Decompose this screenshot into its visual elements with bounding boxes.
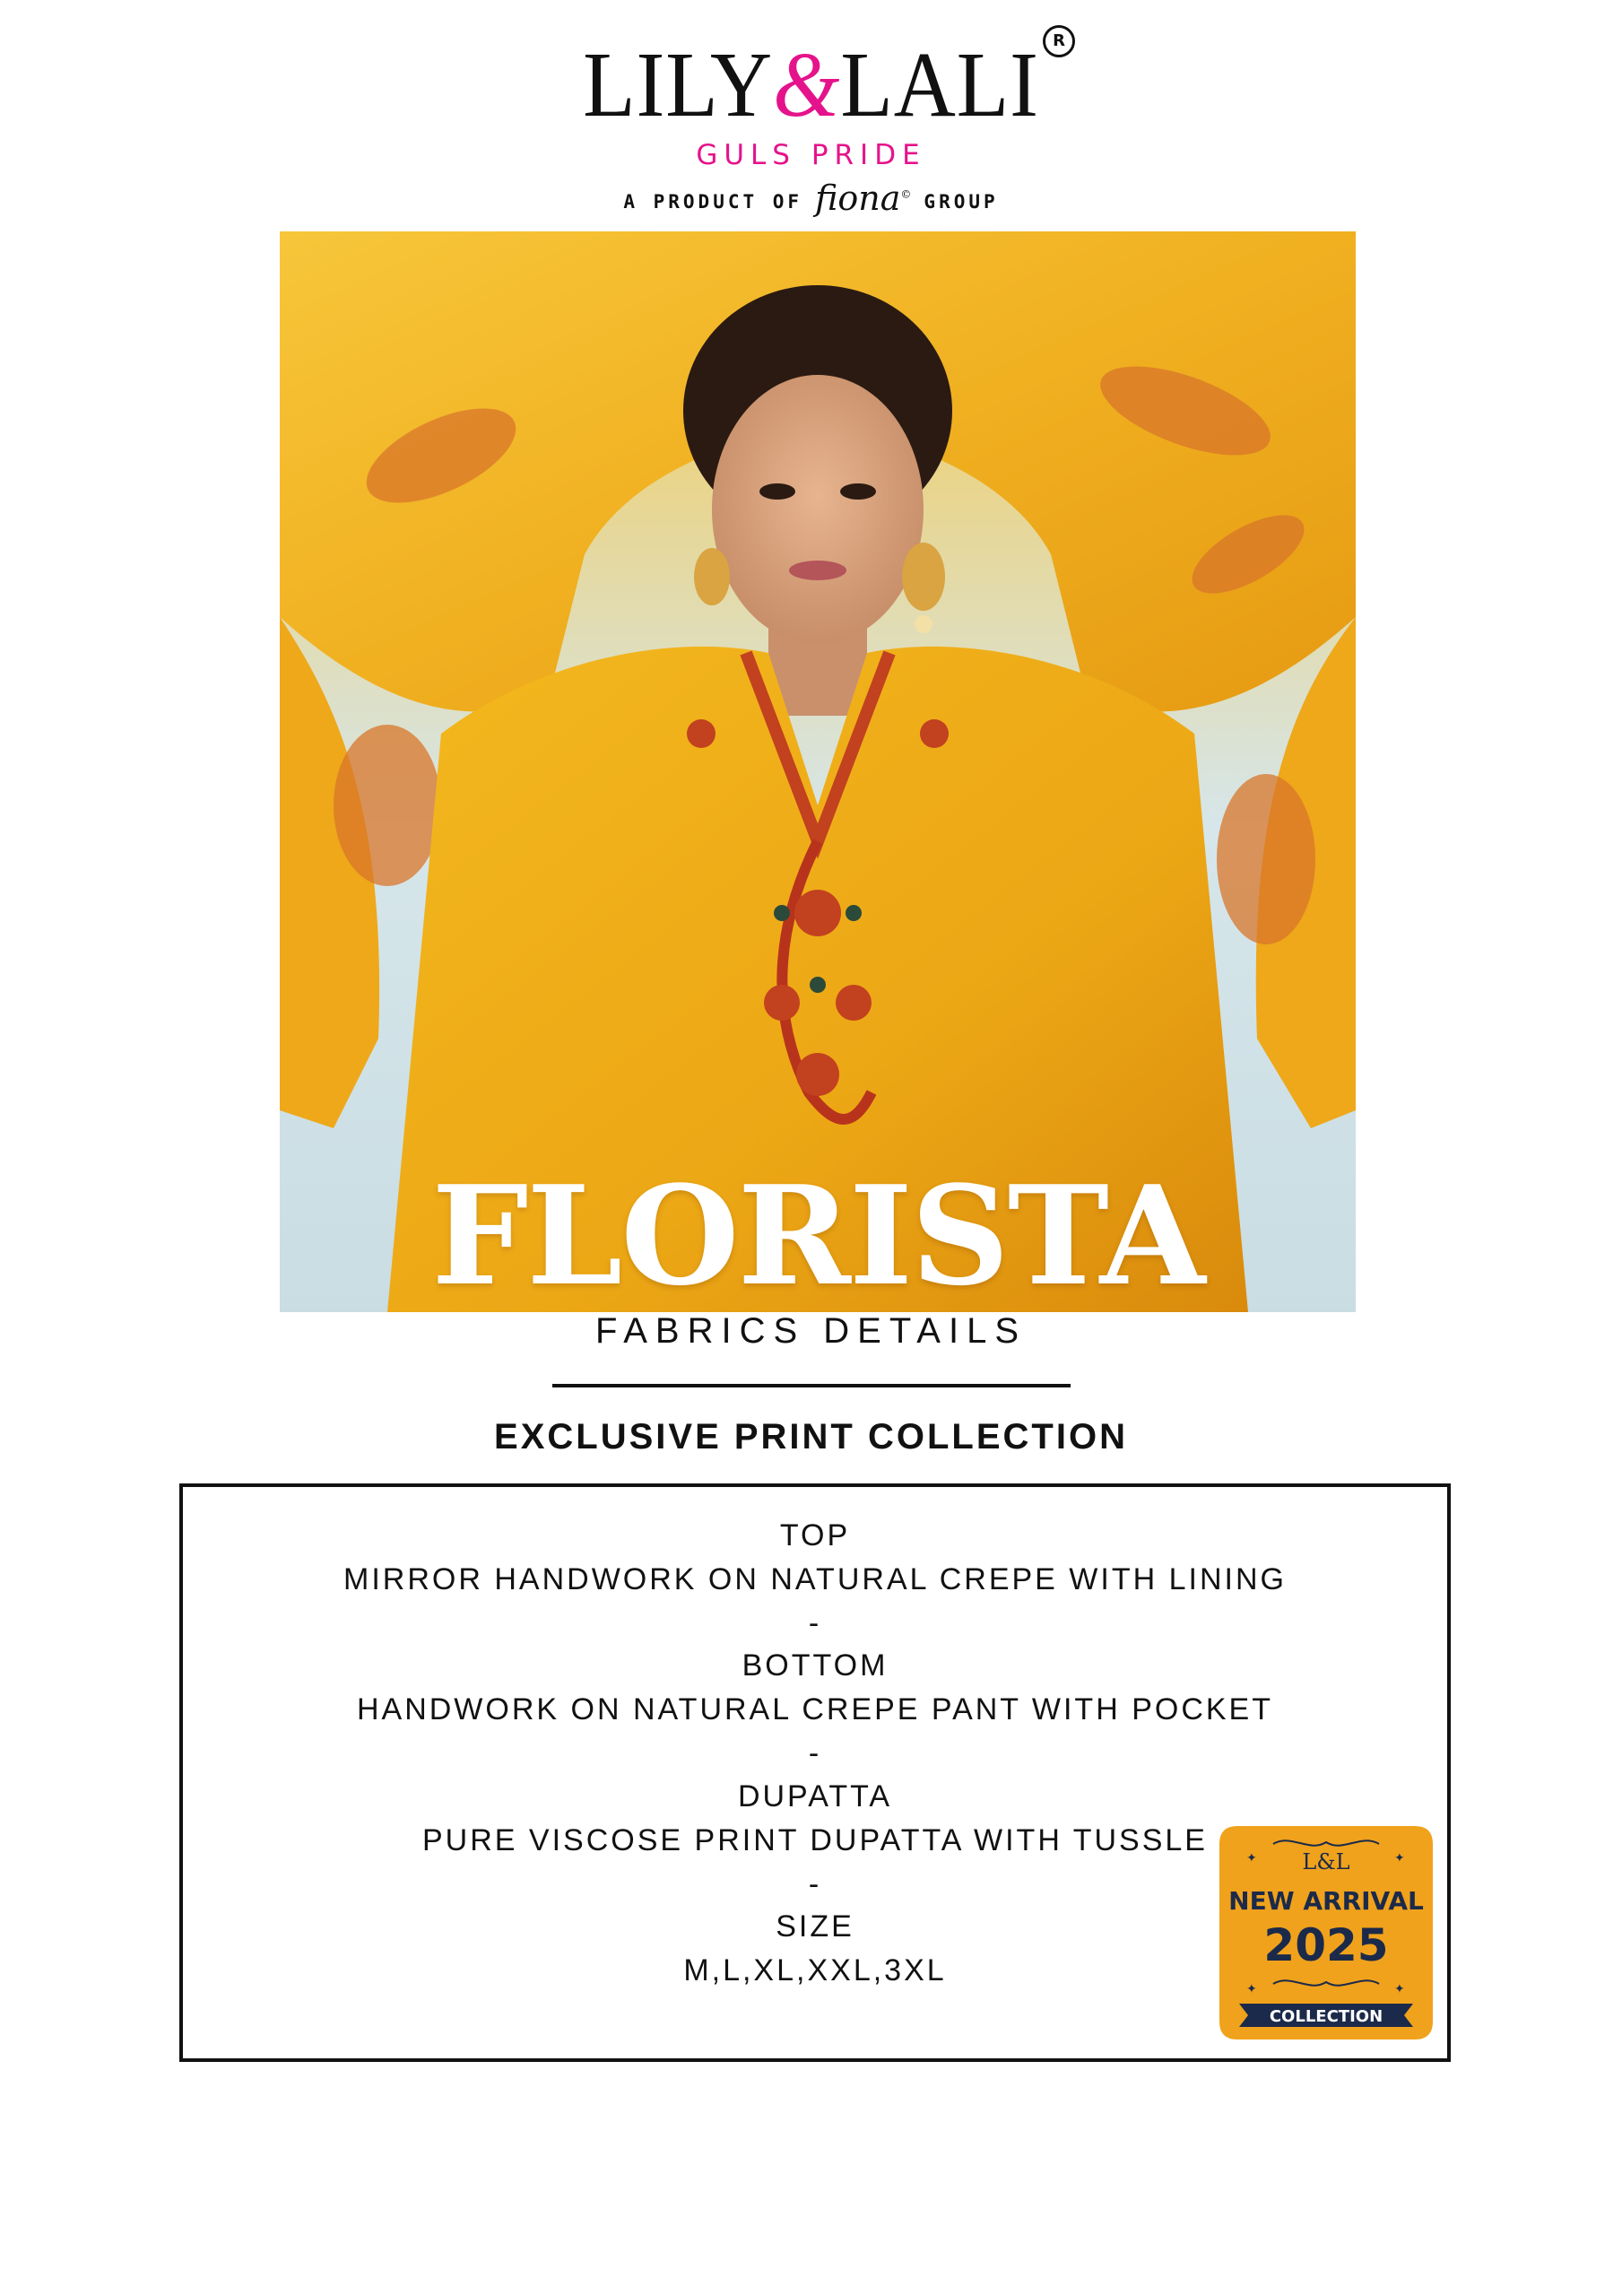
badge-monogram: L&L bbox=[1302, 1849, 1350, 1874]
brand-tagline: GULS PRIDE bbox=[696, 139, 926, 171]
product-of-line bbox=[0, 178, 1622, 220]
heading-divider bbox=[552, 1384, 1071, 1387]
detail-line-bottom-label: BOTTOM bbox=[742, 1648, 889, 1683]
brand-name-amp: & bbox=[773, 33, 841, 136]
detail-line-separator: - bbox=[808, 1606, 822, 1640]
detail-line-size-label: SIZE bbox=[776, 1909, 854, 1944]
svg-text:✦: ✦ bbox=[1246, 1982, 1257, 1996]
collection-title: FLORISTA bbox=[431, 1155, 1204, 1316]
fiona-logo: fiona© bbox=[815, 178, 912, 218]
new-arrival-badge bbox=[1219, 1826, 1433, 2039]
fabrics-details-heading: FABRICS DETAILS bbox=[594, 1311, 1027, 1351]
svg-text:✦: ✦ bbox=[1394, 1982, 1405, 1996]
detail-line-top-label: TOP bbox=[779, 1518, 851, 1552]
badge-collection-ribbon: COLLECTION bbox=[1269, 2007, 1383, 2026]
exclusive-collection-heading: EXCLUSIVE PRINT COLLECTION bbox=[494, 1417, 1128, 1457]
detail-line-dupatta-desc: PURE VISCOSE PRINT DUPATTA WITH TUSSLE bbox=[422, 1823, 1208, 1857]
svg-text:✦: ✦ bbox=[1246, 1851, 1257, 1866]
new-arrival-badge-graphic bbox=[1219, 1826, 1433, 2039]
svg-text:✦: ✦ bbox=[1394, 1851, 1405, 1866]
detail-line-separator: - bbox=[808, 1736, 822, 1770]
hero-illustration bbox=[280, 231, 1356, 1316]
product-prefix: A PRODUCT OF bbox=[623, 191, 803, 213]
hero-photo bbox=[280, 231, 1356, 1316]
badge-new-arrival: NEW ARRIVAL bbox=[1228, 1886, 1424, 1916]
detail-line-top-desc: MIRROR HANDWORK ON NATURAL CREPE WITH LINING bbox=[343, 1562, 1287, 1596]
detail-line-separator: - bbox=[808, 1867, 822, 1901]
detail-line-bottom-desc: HANDWORK ON NATURAL CREPE PANT WITH POCKET bbox=[356, 1692, 1274, 1726]
badge-year: 2025 bbox=[1263, 1919, 1389, 1971]
product-suffix: GROUP bbox=[924, 191, 999, 213]
detail-line-size-values: M,L,XL,XXL,3XL bbox=[683, 1953, 947, 1987]
registered-mark-icon: R bbox=[1043, 25, 1075, 57]
detail-line-dupatta-label: DUPATTA bbox=[737, 1779, 893, 1813]
brand-name-right: LALI bbox=[840, 33, 1039, 136]
fiona-logo-text: fiona bbox=[815, 178, 901, 218]
brand-logo bbox=[65, 33, 1557, 136]
brand-name-left: LILY bbox=[583, 33, 774, 136]
